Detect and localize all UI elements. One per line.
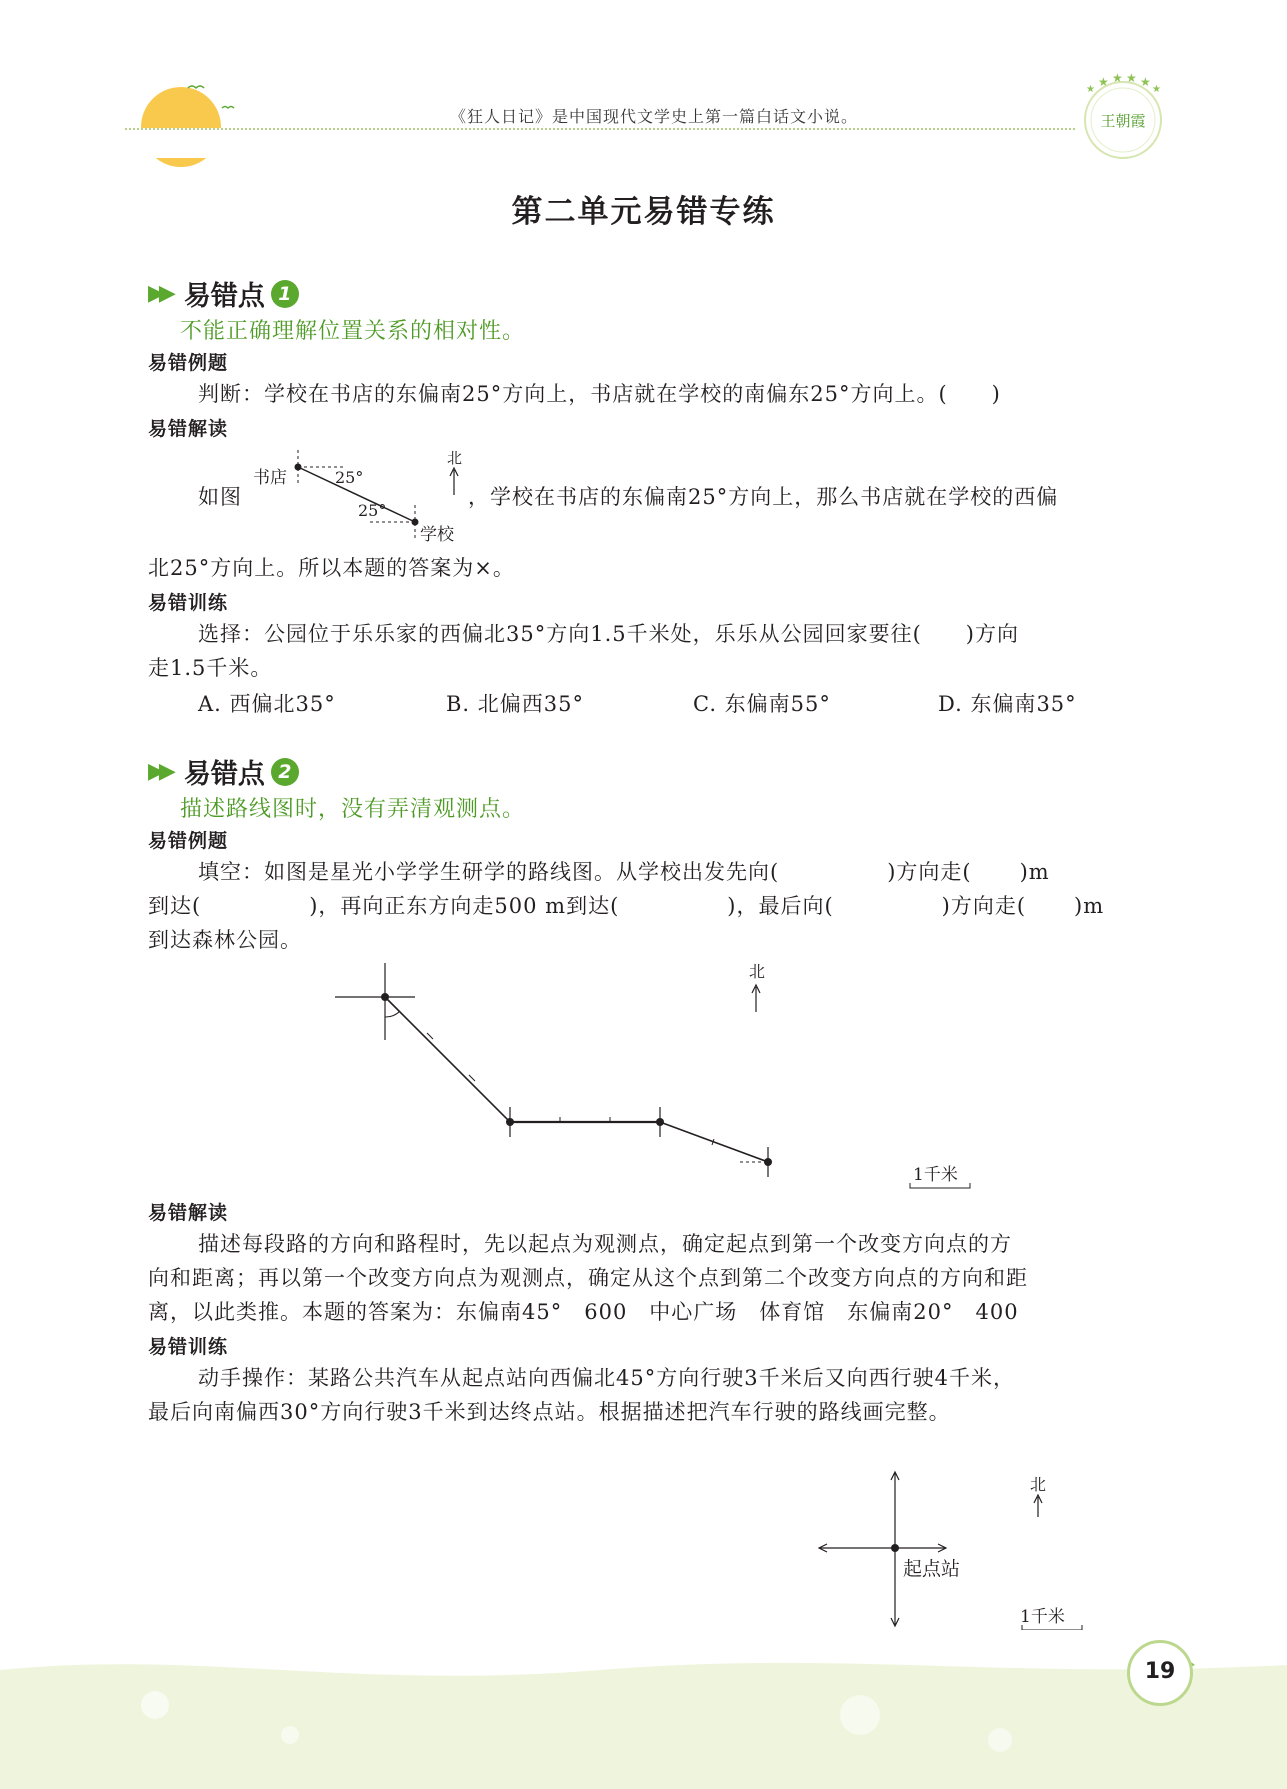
- point2-example-line2: 到达( )，再向正东方向走500 m到达( )，最后向( )方向走( )m: [148, 894, 1105, 918]
- point2-example-line1: 填空：如图是星光小学学生研学的路线图。从学校出发先向( )方向走( )m: [198, 860, 1050, 884]
- angle2-label: 25°: [358, 501, 387, 520]
- svg-text:★: ★: [1112, 71, 1123, 85]
- north-label: 北: [447, 449, 463, 467]
- start-label: 起点站: [903, 1558, 961, 1580]
- point1-example-label: 易错例题: [148, 352, 229, 374]
- route-segment: [660, 1122, 768, 1162]
- svg-text:★: ★: [1140, 75, 1151, 89]
- point2-explain-line3: 离，以此类推。本题的答案为：东偏南45° 600 中心广场 体育馆 东偏南20° 400: [148, 1300, 1019, 1324]
- bookstore-label: 书店: [253, 468, 287, 488]
- point1-badge: 1: [271, 280, 299, 308]
- scale-label: 1千米: [913, 1165, 958, 1185]
- practice-drawing-area[interactable]: [815, 1465, 1095, 1630]
- footer-wave: [0, 1640, 1287, 1789]
- start-point: [891, 1544, 899, 1552]
- option-b[interactable]: B. 北偏西35°: [446, 692, 585, 716]
- route-map-diagram: [330, 955, 980, 1195]
- school-label: 学校: [420, 525, 454, 545]
- chevron-right-icon: ▶▶: [148, 281, 170, 306]
- point1-explain-mid: ，学校在书店的东偏南25°方向上，那么书店就在学校的西偏: [468, 485, 1059, 509]
- point2-explain-line1: 描述每段路的方向和路程时，先以起点为观测点，确定起点到第一个改变方向点的方: [198, 1232, 1012, 1256]
- point1-example-text: 判断：学校在书店的东偏南25°方向上，书店就在学校的南偏东25°方向上。( ): [198, 382, 1001, 406]
- svg-text:★: ★: [1152, 84, 1161, 95]
- logo-text: 王朝霞: [1100, 112, 1146, 130]
- point1-heading: ▶▶ 易错点 1: [148, 274, 299, 313]
- svg-text:★: ★: [1126, 71, 1137, 85]
- logo-icon: [1085, 71, 1161, 158]
- point1-explain-end: 北25°方向上。所以本题的答案为×。: [148, 556, 515, 580]
- point1-explain-label: 易错解读: [148, 418, 229, 440]
- point1-explain-prefix: 如图: [198, 485, 242, 509]
- point2-practice-label: 易错训练: [148, 1336, 229, 1358]
- point1-practice-label: 易错训练: [148, 592, 229, 614]
- header-divider: [125, 128, 1075, 130]
- point1-subtitle: 不能正确理解位置关系的相对性。: [180, 319, 526, 344]
- header-quote: 《狂人日记》是中国现代文学史上第一篇白话文小说。: [450, 107, 859, 126]
- option-c[interactable]: C. 东偏南55°: [693, 692, 831, 716]
- point2-subtitle: 描述路线图时，没有弄清观测点。: [180, 797, 526, 822]
- route-segment: [385, 997, 510, 1122]
- point1-practice-line2: 走1.5千米。: [148, 656, 273, 680]
- point2-badge: 2: [271, 758, 299, 786]
- svg-text:★: ★: [1086, 84, 1095, 95]
- option-a[interactable]: A. 西偏北35°: [198, 692, 336, 716]
- chevron-right-icon: ▶▶: [148, 759, 170, 784]
- point2-practice-line1: 动手操作：某路公共汽车从起点站向西偏北45°方向行驶3千米后又向西行驶4千米，: [198, 1366, 1015, 1390]
- page-title: 第二单元易错专练: [511, 194, 776, 230]
- point2-heading: ▶▶ 易错点 2: [148, 752, 299, 791]
- bookstore-school-diagram: [245, 445, 470, 545]
- angle1-label: 25°: [335, 468, 364, 487]
- option-d[interactable]: D. 东偏南35°: [938, 692, 1077, 716]
- point2-example-line3: 到达森林公园。: [148, 928, 302, 952]
- bird-icon: [188, 86, 204, 88]
- north-label: 北: [1030, 1475, 1047, 1494]
- header-decoration: [0, 0, 1287, 170]
- bird-icon: [222, 107, 234, 109]
- north-label: 北: [749, 962, 766, 981]
- point2-explain-line2: 向和距离；再以第一个改变方向点为观测点，确定从这个点到第二个改变方向点的方向和距: [148, 1266, 1028, 1290]
- svg-text:★: ★: [1098, 75, 1109, 89]
- page-number: 19: [1127, 1640, 1193, 1706]
- point1-practice-line1: 选择：公园位于乐乐家的西偏北35°方向1.5千米处，乐乐从公园回家要往( )方向: [198, 622, 1020, 646]
- point2-practice-line2: 最后向南偏西30°方向行驶3千米到达终点站。根据描述把汽车行驶的路线画完整。: [148, 1400, 951, 1424]
- point2-example-label: 易错例题: [148, 830, 229, 852]
- point2-explain-label: 易错解读: [148, 1202, 229, 1224]
- scale-label: 1千米: [1020, 1607, 1065, 1627]
